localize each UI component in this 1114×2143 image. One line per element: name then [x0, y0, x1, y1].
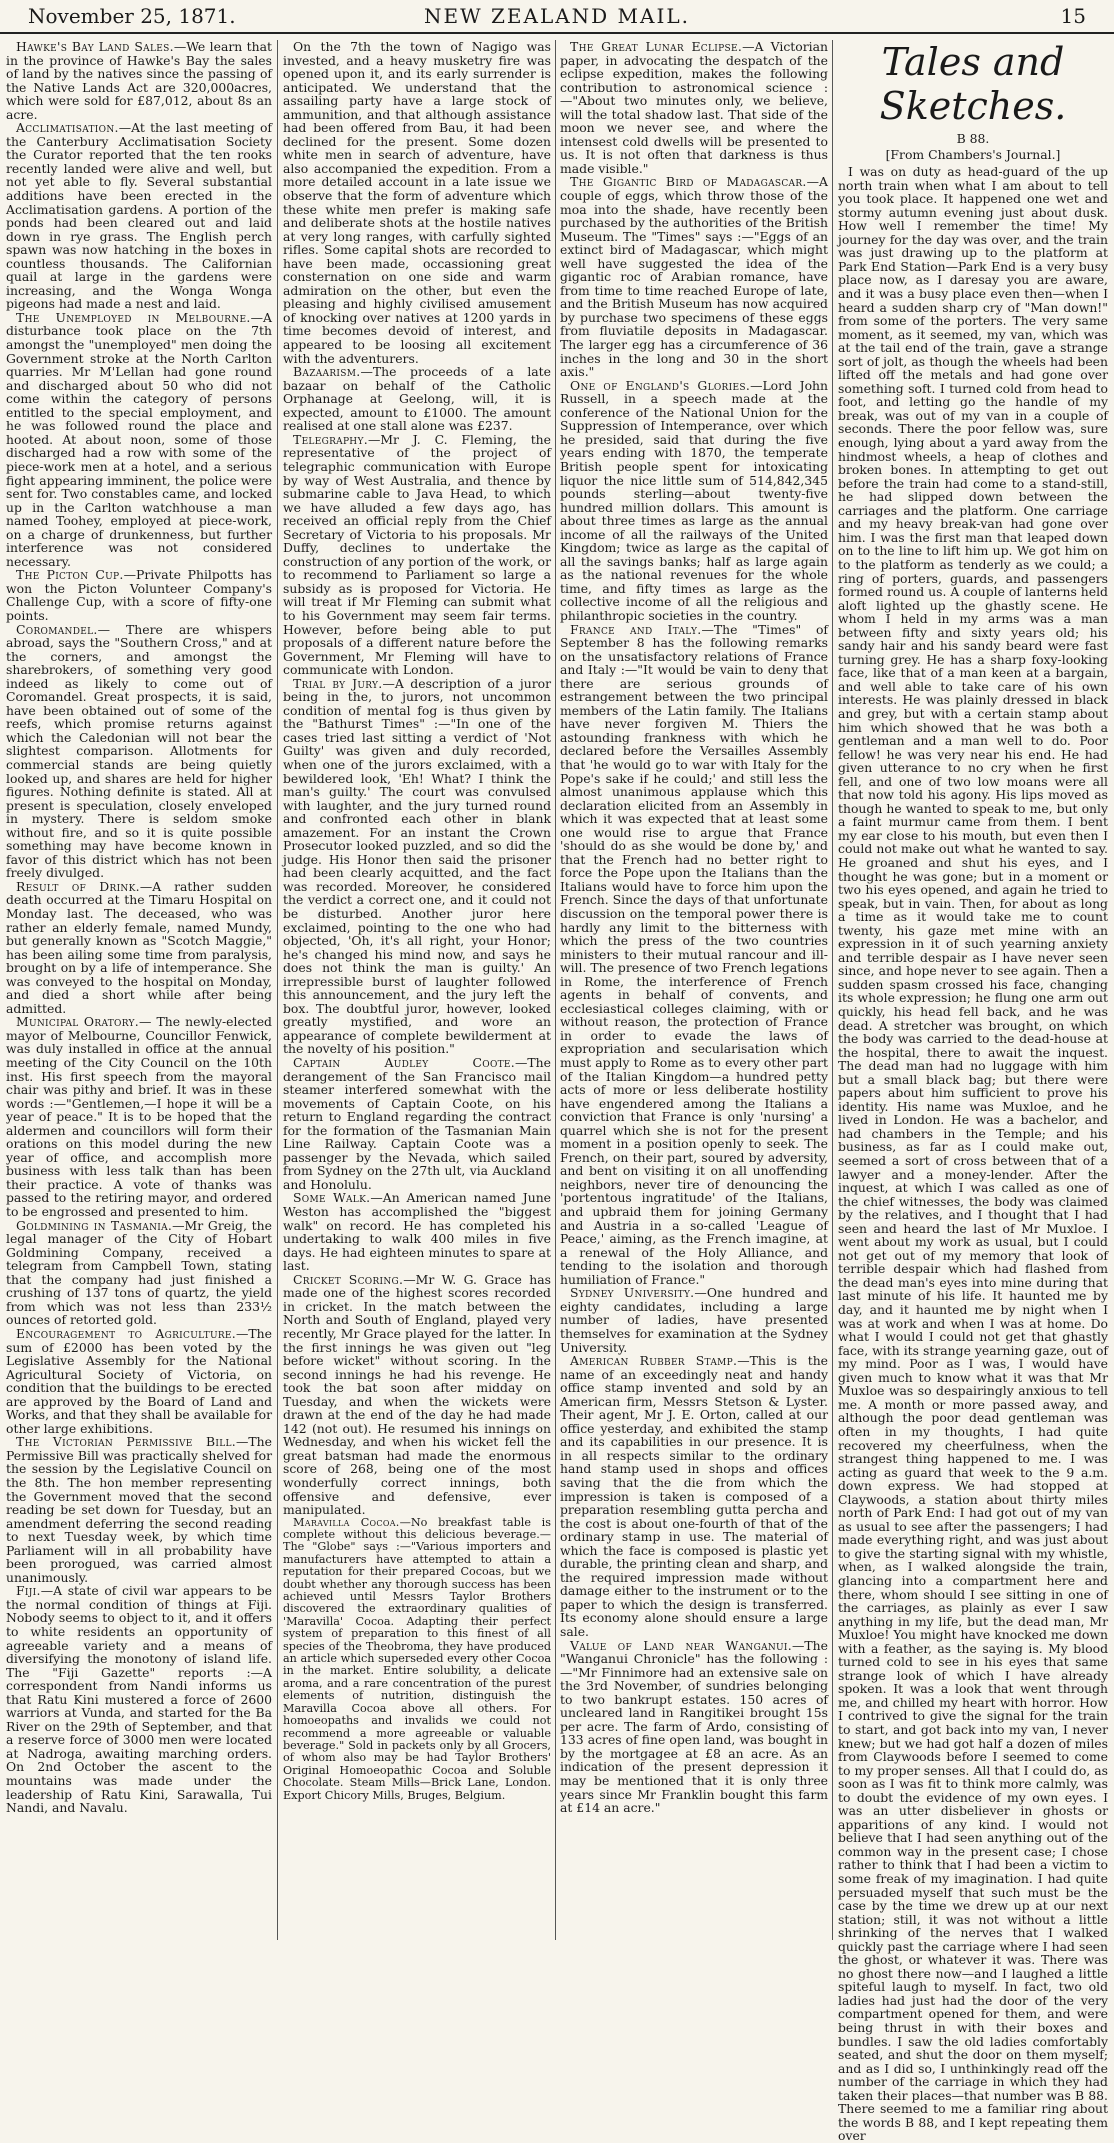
news-item	[560, 379, 828, 623]
news-item-heading: Sydney University.	[570, 1285, 695, 1301]
news-item-text: —Lord John Russell, in a speech made at the conference of the National Union for the Suppression of Intemperance, over which he presided, said that during the five years ending with 1870, the temperate British people spent for intoxicating liquor the nice little sum of 514,842,345 pounds sterling—about twenty-five hundred million dollars. This amount is about three times as large as the annual income of all the railways of the United Kingdom; twice as large as the capital of all the savings banks; half as large again as the national revenues for the whole time, and fifty times as large as the collective income of all the religious and philanthropic societies in the country.	[560, 377, 828, 623]
news-item	[6, 1584, 272, 1814]
column-3	[560, 40, 828, 1940]
news-item-text: —At the last meeting of the Canterbury Acclimatisation Society the Curator reported that the ten rooks recently landed were alive and well, but not yet able to fly. Several substantial additions have been erected in the Acclimatisation gardens. A portion of the ponds had been cleared out and laid down in rye grass. The English perch spawn was now hatching in the boxes in countless thousands. The Californian quail at large in the gardens were increasing, and the Wonga Wonga pigeons had made a nest and laid.	[6, 120, 272, 312]
news-item-heading: Trial by Jury.	[293, 675, 383, 691]
story-body	[838, 165, 1108, 2143]
news-item-text: —One hundred and eighty candidates, including a large number of ladies, have presented themselves for examination at the Sydney University.	[560, 1285, 828, 1355]
newspaper-title: NEW ZEALAND MAIL.	[423, 4, 691, 28]
news-item-heading: Acclimatisation.	[16, 120, 119, 136]
news-item	[283, 1273, 551, 1517]
news-item	[6, 311, 272, 568]
column-4-tales-and-sketches	[838, 40, 1108, 2143]
news-item-text: —A rather sudden death occurred at the Timaru Hospital on Monday last. The deceased, who was rather an elderly female, named Mundy, but generally known as "Scotch Maggie," has been ailing some time from paralysis, brought on by a life of intemperance. She was conveyed to the hospital on Monday, and died a short while after being admitted.	[6, 878, 272, 1016]
news-item	[560, 1286, 828, 1354]
news-item	[283, 677, 551, 1056]
news-item-text: —A state of civil war appears to be the normal condition of things at Fiji. Nobody seems to object to it, and it offers to white residents an opportunity of agreeable variety and a means of diversifying the monotony of island life. The "Fiji Gazette" reports :—A correspondent from Nandi informs us that Ratu Kini mustered a force of 2600 warriors at Vunda, and started for the Ba River on the 29th of September, and that a reserve force of 3000 men were located at Nadroga, awaiting marching orders. On 2nd October the ascent to the mountains was made under the leadership of Ratu Kini, Sarawalla, Tui Nandi, and Navalu.	[6, 1583, 272, 1816]
news-item-text: —A Victorian paper, in advocating the despatch of the eclipse expedition, makes the following contribution to astronomical science :—"About two minutes only, we believe, will the total shadow last. That side of the moon we never see, and where the intensest cold dwells will be presented to us. It is not often that darkness is thus made visible."	[560, 39, 828, 176]
news-item	[283, 1517, 551, 1802]
news-item-heading: Maravilla Cocoa.	[293, 1515, 400, 1529]
news-item	[283, 1191, 551, 1272]
news-item-heading: Municipal Oratory.	[16, 1014, 140, 1030]
news-item	[6, 121, 272, 311]
news-item-text: —No breakfast table is complete without this delicious beverage.—The "Globe" says :—"Various importers and manufacturers have attempted to attain a reputation for their prepared Cocoas, but we doubt whether any thorough success has been achieved until Messrs Taylor Brothers discovered the extraordinary qualities of 'Maravilla' Cocoa. Adapting their perfect system of preparation to this finest of all species of the Theobroma, they have produced an article which superseded every other Cocoa in the market. Entire solubility, a delicate aroma, and a rare concentration of the purest elements of nutrition, distinguish the Maravilla Cocoa above all others. For homoeopaths and invalids we could not recommend a more agreeable or valuable beverage." Sold in packets only by all Grocers, of whom also may be had Taylor Brothers' Original Homoeopathic Cocoa and Soluble Chocolate. Steam Mills—Brick Lane, London. Export Chicory Mills, Bruges, Belgium.	[283, 1515, 551, 1802]
column-rule	[832, 40, 833, 1940]
news-item	[6, 880, 272, 1015]
news-item	[6, 1219, 272, 1327]
news-item-text: — The newly-elected mayor of Melbourne, Councillor Fenwick, was duly installed in office at the annual meeting of the City Council on the 10th inst. His first speech from the mayoral chair was pithy and brief. It was in these words :—"Gentlemen,—I hope it will be a year of peace." It is to be hoped that the aldermen and councillors will form their orations on this model during the new year of office, and accomplish more business with less talk than has been their practice. A vote of thanks was passed to the retiring mayor, and ordered to be engrossed and presented to him.	[6, 1014, 272, 1220]
news-item	[560, 1639, 828, 1815]
news-item-heading: Result of Drink.	[16, 878, 140, 894]
news-item-text: —A couple of eggs, which throw those of the moa into the shade, have recently been purchased by the authorities of the British Museum. The "Times" says :—"Eggs of an extinct bird of Madagascar, which might well have suggested the idea of the gigantic roc of Arabian romance, have from time to time reached Europe of late, and the British Museum has now acquired by purchase two specimens of these eggs from fluviatile deposits in Madagascar. The larger egg has a circumference of 36 inches in the long and 30 in the short axis."	[560, 174, 828, 380]
column-2	[283, 40, 551, 1940]
news-item-text: —Private Philpotts has won the Picton Volunteer Company's Challenge Cup, with a score of fifty-one points.	[6, 567, 272, 623]
news-item-heading: One of England's Glories.	[570, 377, 751, 393]
section-title: Tales and Sketches.	[879, 40, 1067, 128]
story-source: [From Chambers's Journal.]	[885, 146, 1061, 162]
news-item	[283, 40, 551, 365]
news-item-text: —The Permissive Bill was practically shelved for the session by the Legislative Council on the 8th. The hon member representing the Government moved that the second reading be set down for Tuesday, but an amendment deferring the second reading to next Tuesday week, by which time Parliament will in all probability have been prorogued, was carried almost unanimously.	[6, 1434, 272, 1585]
news-item-text: —The "Wanganui Chronicle" has the following :—"Mr Finnimore had an extensive sale on the 3rd November, of sundries belonging to two bankrupt estates. 150 acres of uncleared land in Rangitikei brought 15s per acre. The farm of Ardo, consisting of 133 acres of fine open land, was bought in by the mortgagee at £8 an acre. As an indication of the present depression it may be mentioned that it is only three years since Mr Franklin bought this farm at £14 an acre."	[560, 1637, 828, 1816]
news-item-heading: Encouragement to Agriculture.	[16, 1325, 237, 1341]
column-rule	[555, 40, 556, 1940]
news-item-heading: Telegraphy.	[293, 431, 368, 447]
news-item-heading: The Unemployed in Melbourne.	[16, 309, 251, 325]
news-item-text: —We learn that in the province of Hawke's Bay the sales of land by the natives since the passing of the Native Lands Act are 320,000acres, which were sold for £87,012, about 8s an acre.	[6, 39, 272, 122]
news-item	[6, 623, 272, 880]
news-item-heading: Goldmining in Tasmania.	[16, 1217, 173, 1233]
news-item	[6, 40, 272, 121]
news-item-heading: Captain Audley Coote.	[293, 1055, 516, 1071]
news-item-text: — There are whispers abroad, says the "Southern Cross," and at the corners, and amongst the sharebrokers, of something very good indeed as likely to come out of Coromandel. Great prospects, it is said, have been obtained out of some of the reefs, which promise returns against which the Caledonian will not bear the slightest comparison. Allotments for commercial stands are being quietly looked up, and shares are held for higher figures. Nothing definite is stated. All at present is speculation, closely enveloped in mystery. There is seldom smoke without fire, and so it is quite possible something may have become known in favor of this district which has not been freely divulged.	[6, 621, 272, 881]
news-item-text: —An American named June Weston has accomplished the "biggest walk" on record. He has completed his undertaking to walk 400 miles in five days. He had eighteen minutes to spare at last.	[283, 1190, 552, 1274]
news-item	[6, 1435, 272, 1584]
news-item-text: —A disturbance took place on the 7th amongst the "unemployed" men doing the Government stroke at the North Carlton quarries. Mr M'Lellan had gone round and discharged about 50 who did not come within the category of persons entitled to the special employment, and he was followed round the place and hooted. At about noon, some of those discharged had a row with some of the piece-work men at a hotel, and a serious fight appearing imminent, the police were sent for. Two constables came, and locked up in the Carlton watchhouse a man named Toohey, employed at piece-work, on a charge of drunkenness, but further interference was not considered necessary.	[6, 309, 272, 569]
news-item	[283, 365, 551, 433]
news-item-text: —The sum of £2000 has been voted by the Legislative Assembly for the National Agricultural Society of Victoria, on condition that the buildings to be erected are approved by the Board of Land and Works, and that they shall be available for other large exhibitions.	[6, 1325, 272, 1436]
news-item	[6, 568, 272, 622]
story-number: B 88.	[956, 131, 990, 146]
news-item-text: —The proceeds of a late bazaar on behalf of the Catholic Orphanage at Geelong, will, it is expected, amount to £1000. The amount realised at one stall alone was £237.	[283, 364, 551, 434]
news-item-text: —The derangement of the San Francisco mail steamer interfered somewhat with the movements of Captain Coote, on his return to England regarding the contract for the formation of the Tasmanian Main Line Railway. Captain Coote was a passenger by the Nevada, which sailed from Sydney on the 27th ult, via Auckland and Honolulu.	[283, 1055, 551, 1192]
news-item-heading: The Victorian Permissive Bill.	[16, 1434, 237, 1450]
news-item	[283, 1056, 551, 1191]
news-item-text: On the 7th the town of Nagigo was invested, and a heavy musketry fire was opened upon it, and its early surrender is anticipated. We understand that the assailing party have a large stock of ammunition, and that although assistance had been offered from Bau, it had been declined for the present. Some dozen white men in search of adventure, have also accompanied the expedition. From a more detailed account in a late issue we observe that the form of adventure which these white men prefer is making safe and deliberate shots at the hostile natives at very long ranges, with carfully sighted rifles. Some capital shots are recorded to have been made, occassioning great consternation on one side and warm admiration on the other, but even the pleasing and highly civilised amusement of knocking over natives at 1200 yards in time becomes devoid of interest, and appeared to be loosing all excitement with the adventurers.	[283, 39, 551, 366]
news-item-text: —Mr J. C. Fleming, the representative of the project of telegraphic communication with Europe by way of West Australia, and thence by submarine cable to Java Head, to which we have alluded a few days ago, has received an official reply from the Chief Secretary of Victoria to his proposals. Mr Duffy, declines to undertake the construction of any portion of the work, or to recommend to Parliament so large a subsidy as is proposed for Victoria. He will treat if Mr Fleming can submit what to his Government may seem fair terms. However, before being able to put proposals of a different nature before the Government, Mr Fleming will have to communicate with London.	[283, 431, 551, 678]
news-item-text: —Mr W. G. Grace has made one of the highest scores recorded in cricket. In the match between the North and South of England, played very recently, Mr Grace played for the latter. In the first innings he was given out "leg before wicket" without scoring. In the second innings he had his revenge. He took the bat soon after midday on Tuesday, and when the wickets were drawn at the end of the day he had made 142 (not out). He resumed his innings on Wednesday, and when his wicket fell the great batsman had made the enormous score of 268, being one of the most wonderfully correct innings, both offensive and defensive, ever manipulated.	[283, 1271, 551, 1518]
news-item-heading: Some Walk.	[293, 1190, 371, 1206]
story-paragraph: I was on duty as head-guard of the up north train when what I am about to tell you took place. It happened one wet and stormy autumn evening just about dusk. How well I remember the time! My journey for the day was over, and the train was just drawing up to the platform at Park End Station—Park End is a very busy place now, as I daresay you are aware, and it was a busy place even then—when I heard a sudden sharp cry of "Man down!" from some of the porters. The very same moment, as it seemed, my van, which was at the tail end of the train, gave a strange sort of jolt, as though the wheels had been lifted off the metals and had gone over something soft. I turned cold from head to foot, and letting go the handle of my break, was out of my van in a couple of seconds. There the poor fellow was, sure enough, lying about a yard away from the hindmost wheels, a heap of clothes and broken bones. In attempting to get out before the train had come to a stand-still, he had slipped down between the carriages and the platform. One carriage and my heavy break-van had gone over him. I was the first man that leaped down on to the line to lift him up. We got him on to the platform as tenderly as we could; a ring of porters, guards, and passengers formed round us. A couple of lanterns held aloft lighted up the ghastly scene. He whom I held in my arms was a man between fifty and sixty years old; his sandy hair and his sandy beard were fast turning grey. He has a sharp foxy-looking face, like that of a man keen at a bargain, and well able to take care of his own interests. He was plainly dressed in black and grey, but with a certain stamp about him which showed that he was both a gentleman and a man well to do. Poor fellow! he was very near his end. He had given utterance to no cry when he first fell, and one of two low moans were all that now told his agony. His lips moved as though he wanted to speak to me, but only a faint murmur came from them. I bent my ear close to his mouth, but even then I could not make out what he wanted to say. He groaned and shut his eyes, and I thought he was gone; but in a moment or two his eyes opened, and again he tried to speak, but in vain. Then, for about as long a time as it would take me to count twenty, his gaze met mine with an expression in it of such yearning anxiety and terrible despair as I have never seen since, and hope never to see again. Then a sudden spasm crossed his face, changing its whole expression; he flung one arm out quickly, his head fell back, and he was dead. A stretcher was brought, on which the body was carried to the dead-house at the hospital, there to await the inquest. The dead man had no luggage with him but a small black bag; but there were papers about him sufficient to prove his identity. His name was Muxloe, and he lived in London. He was a bachelor, and had chambers in the Temple; and his business, as far as I could make out, seemed a sort of cross between that of a lawyer and a money-lender. After the inquest, at which I was called as one of the chief witnesses, the body was claimed by the relatives, and I thought that I had seen and heard the last of Mr Muxloe. I went about my work as usual, but I could not get out of my memory that look of terrible despair which had flashed from the dead man's eyes into mine during that last minute of his life. It haunted me by day, and it haunted me by night when I was at work and when I was at home. Do what I would I could not get that ghastly face, with its strange yearning gaze, out of my mind. Poor as I was, I would have given much to know what it was that Mr Muxloe was so despairingly anxious to tell me. A month or more passed away, and although the poor dead gentleman was often in my thoughts, I had quite recovered my cheerfulness, when the strangest thing happened to me. I was acting as guard that week to the 9 a.m. down express. We had stopped at Claywoods, a station about thirty miles north of Park End: I had got out of my van as usual to see after the passengers; I had made everything right, and was just about to give the starting signal with my whistle, when, as I walked alongside the train, glancing into a compartment here and there, whom should I see sitting in one of the carriages, as plainly as ever I saw anything in my life, but the dead man, Mr Muxloe! You might have knocked me down with a feather, as the saying is. My blood turned cold to see in his eyes that same strange look of which I have already spoken. It was a look that went through me, and chilled my heart with horror. How I contrived to give the signal for the train to start, and got back into my van, I never knew; but we had got half a dozen of miles from Claywoods before I seemed to come to my proper senses. All that I could do, as soon as I was fit to think more calmly, was to doubt the evidence of my own eyes. I was an utter disbeliever in ghosts or apparitions of any kind. I would not believe that I had seen anything out of the common way in the present case; I chose rather to think that I had been a victim to some freak of my imagination. I had quite persuaded myself that such must be the case by the time we drew up at our next station; still, it was not without a little shrinking of the nerves that I walked quickly past the carriage where I had seen the ghost, or whatever it was. There was no ghost there now—and I laughed a little spiteful laugh to myself. In fact, two old ladies had just had the door of the very compartment opened for them, and were being thrust in with their boxes and bundles. I saw the old ladies comfortably seated, and shut the door on them myself; and as I did so, I unthinkingly read off the number of the carriage in which they had taken their places—that number was B 88. There seemed to me a familiar ring about the words B 88, and I kept repeating them over	[838, 164, 1108, 2143]
news-item-heading: Cricket Scoring.	[293, 1271, 404, 1287]
news-item-heading: The Gigantic Bird of Madagascar.	[570, 174, 807, 190]
news-item-heading: Coromandel.	[16, 621, 98, 637]
news-item	[560, 175, 828, 378]
column-rule	[277, 40, 278, 1940]
news-item	[560, 1354, 828, 1638]
news-item	[560, 40, 828, 175]
page-number: 15	[1060, 4, 1086, 28]
news-item-heading: American Rubber Stamp.	[570, 1353, 738, 1369]
news-item-text: —The "Times" of September 8 has the following remarks on the unsatisfactory relations of France and Italy :—"It would be vain to deny that there are serious grounds of estrangement between the two principal members of the Latin family. The Italians have never forgiven M. Thiers the astounding frankness with which he declared before the Versailles Assembly that 'he would go to war with Italy for the Pope's sake if he could;' and still less the almost unanimous applause which this declaration elicited from an Assembly in which it was expected that at least some one would rise to argue that France 'should do as she would be done by,' and that the French had no better right to force the Pope upon the Italians than the Italians would have to force him upon the French. Since the days of that unfortunate discussion on the temporal power there is hardly any limit to the bitterness with which the press of the two countries ministers to their mutual rancour and ill-will. The presence of two French legations in Rome, the interference of French agents in behalf of convents, and ecclesiastical colleges claiming, with or without reason, the protection of France in order to evade the laws of expropriation and secularisation which must apply to Rome as to every other part of the Italian Kingdom—a hundred petty acts of more or less deliberate hostility have engendered among the Italians a conviction that France is only 'nursing' a quarrel which she is not for the present moment in a position openly to seek. The French, on their part, soured by adversity, and bent on visiting it on all unoffending neighbors, never tire of denouncing the 'portentous ingratitude' of the Italians, and upbraid them for joining Germany and Austria in a so-called 'League of Peace,' aiming, as the French imagine, at a renewal of the Holy Alliance, and tending to the isolation and thorough humiliation of France."	[560, 621, 828, 1287]
news-item	[6, 1327, 272, 1435]
news-item-heading: Bazaarism.	[293, 364, 361, 380]
news-item-text: —Mr Greig, the legal manager of the City of Hobart Goldmining Company, received a telegram from Campbell Town, stating that the company had just finished a crushing of 137 tons of quartz, the yield from which was not less than 233½ ounces of retorted gold.	[6, 1217, 272, 1328]
column-1	[6, 40, 272, 1940]
news-item	[6, 1015, 272, 1218]
news-item-text: —A description of a juror being in the, to jurors, not uncommon condition of mental fog is thus given by the "Bathurst Times" :—"In one of the cases tried last sitting a verdict of 'Not Guilty' was given and duly recorded, when one of the jurors exclaimed, with a bewildered look, 'Eh! What? I think the man's guilty.' The court was convulsed with laughter, and the jury turned round and confronted each other in blank amazement. For an instant the Crown Prosecutor looked puzzled, and so did the judge. His Honor then said the prisoner had been clearly acquitted, and the fact was recorded. Moreover, he considered the verdict a correct one, and it could not be disturbed. Another juror here exclaimed, pointing to the one who had objected, 'Oh, it's all right, your Honor; he's changed his mind now, and says he does not think the man is guilty.' An irrepressible burst of laughter followed this announcement, and the jury left the box. The doubtful juror, however, looked greatly mystified, and wore an appearance of complete bewilderment at the novelty of his position."	[283, 675, 551, 1057]
news-item	[283, 433, 551, 677]
news-item	[560, 623, 828, 1287]
news-item-heading: Hawke's Bay Land Sales.	[16, 39, 174, 54]
news-item-heading: Fiji.	[16, 1583, 41, 1599]
news-item-heading: Value of Land near Wanganui.	[570, 1637, 793, 1653]
news-item-heading: The Picton Cup.	[16, 567, 124, 583]
news-item-heading: The Great Lunar Eclipse.	[570, 39, 743, 54]
news-item-heading: France and Italy.	[570, 621, 702, 637]
masthead	[0, 0, 1114, 34]
issue-date: November 25, 1871.	[28, 4, 236, 28]
news-item-text: —This is the name of an exceedingly neat and handy office stamp invented and sold by an American firm, Messrs Stetson & Lyster. Their agent, Mr J. E. Orton, called at our office yesterday, and exhibited the stamp and its capabilities in our presence. It is in all respects similar to the ordinary hand stamp used in shops and offices saving that the die from which the impression is taken is composed of a preparation resembling gutta percha and the cost is about one-fourth of that of the ordinary stamp in use. The material of which the face is composed is plastic yet durable, the printing clean and sharp, and the required impression made without damage either to the instrument or to the paper to which the design is transferred. Its economy alone should ensure a large sale.	[560, 1353, 829, 1639]
